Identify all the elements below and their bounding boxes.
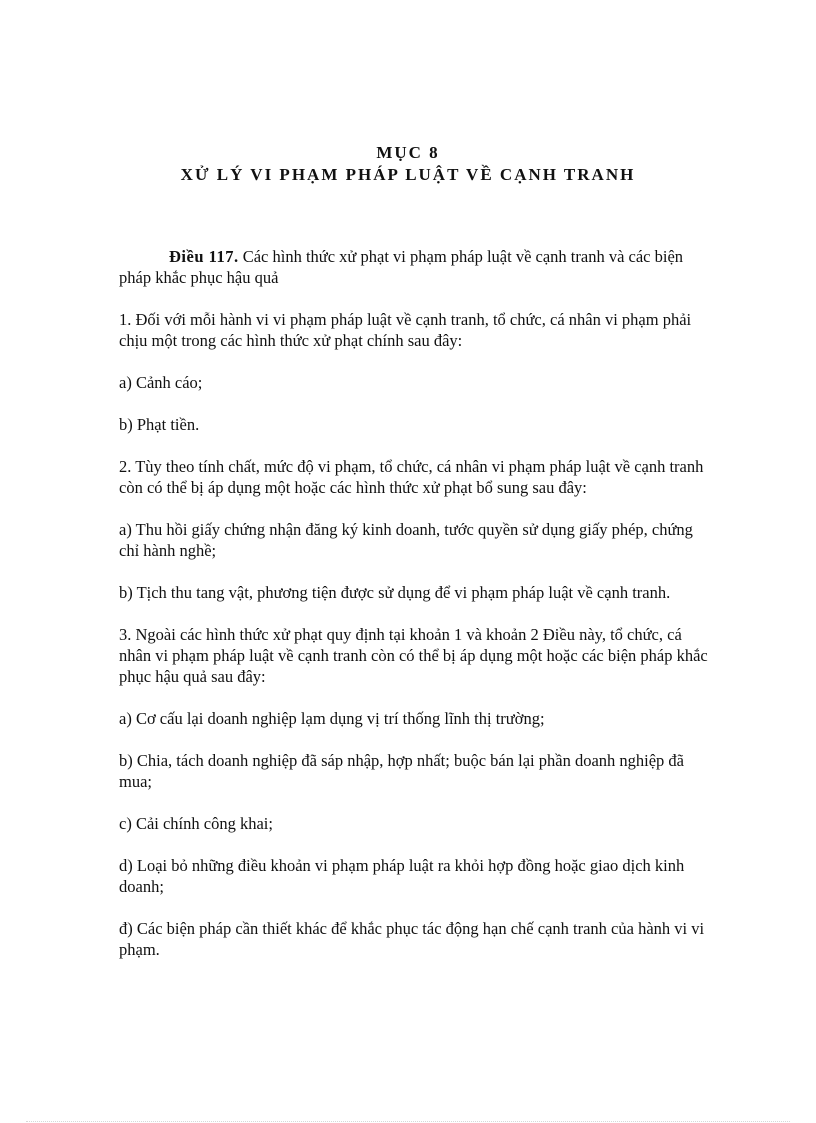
clause-1-item-a: a) Cảnh cáo; — [119, 373, 203, 392]
clause-2-item-b: b) Tịch thu tang vật, phương tiện được sử dụng để vi phạm pháp luật về cạnh tranh. — [119, 583, 671, 602]
clause-1: 1. Đối với mỗi hành vi vi phạm pháp luật về cạnh tranh, tổ chức, cá nhân vi phạm phải chịu một trong các hình thức xử phạt chính sau đây: — [119, 310, 692, 350]
clause-3: 3. Ngoài các hình thức xử phạt quy định tại khoản 1 và khoản 2 Điều này, tổ chức, cá nhân vi phạm pháp luật về cạnh tranh còn có thể bị áp dụng một hoặc các biện pháp khắc phục hậu quả sau đây: — [119, 625, 708, 686]
clause-3-item-d: d) Loại bỏ những điều khoản vi phạm pháp luật ra khỏi hợp đồng hoặc giao dịch kinh doanh; — [119, 856, 685, 896]
document-body — [119, 246, 709, 981]
clause-2: 2. Tùy theo tính chất, mức độ vi phạm, tổ chức, cá nhân vi phạm pháp luật về cạnh tranh còn có thể bị áp dụng một hoặc các hình thức xử phạt bổ sung sau đây: — [119, 457, 704, 497]
clause-2-item-a: a) Thu hồi giấy chứng nhận đăng ký kinh doanh, tước quyền sử dụng giấy phép, chứng chỉ hành nghề; — [119, 520, 693, 560]
section-title: XỬ LÝ VI PHẠM PHÁP LUẬT VỀ CẠNH TRANH — [180, 165, 636, 184]
article-title: Các hình thức xử phạt vi phạm pháp luật về cạnh tranh và các biện pháp khắc phục hậu quả — [119, 247, 684, 287]
clause-3-item-b: b) Chia, tách doanh nghiệp đã sáp nhập, hợp nhất; buộc bán lại phần doanh nghiệp đã mua; — [119, 751, 684, 791]
clause-3-item-c: c) Cải chính công khai; — [119, 814, 273, 833]
clause-3-item-a: a) Cơ cấu lại doanh nghiệp lạm dụng vị trí thống lĩnh thị trường; — [119, 709, 545, 728]
section-heading — [0, 142, 816, 186]
article-heading — [119, 246, 709, 288]
section-number: MỤC 8 — [376, 143, 440, 162]
clause-1-item-b: b) Phạt tiền. — [119, 415, 200, 434]
article-label: Điều 117. — [169, 247, 239, 266]
clause-3-item-dd: đ) Các biện pháp cần thiết khác để khắc phục tác động hạn chế cạnh tranh của hành vi vi phạm. — [119, 919, 705, 959]
page-bottom-rule — [26, 1121, 790, 1122]
